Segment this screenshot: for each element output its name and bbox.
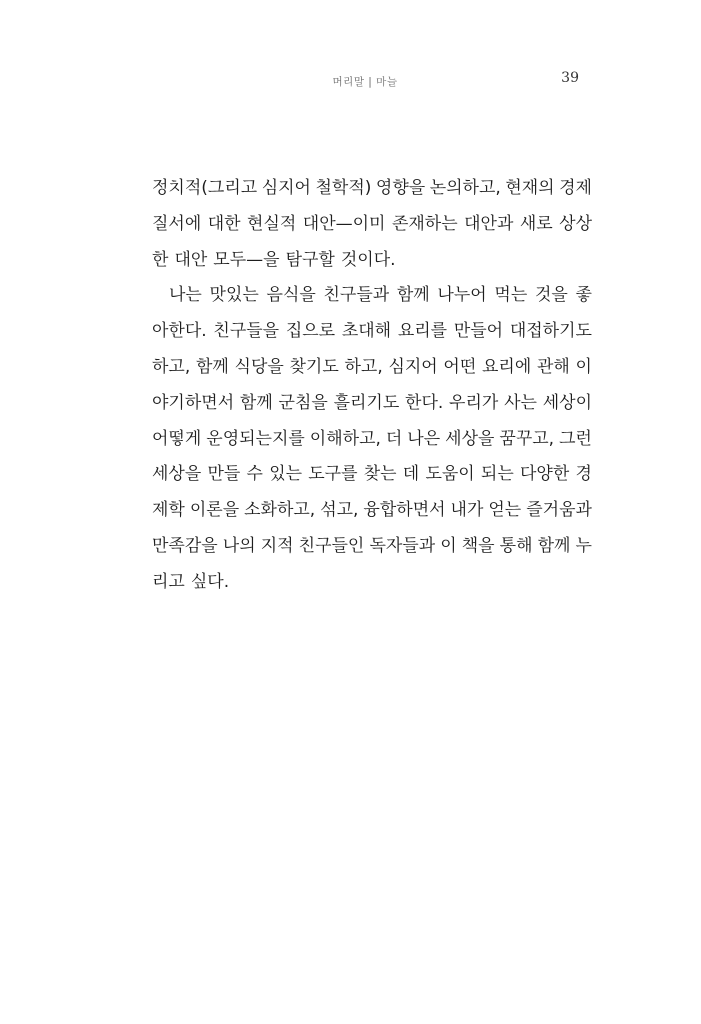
page-number: 39 bbox=[561, 70, 579, 86]
text-line: 아한다. 친구들을 집으로 초대해 요리를 만들어 대접하기도 bbox=[152, 321, 592, 342]
text-line: 한 대안 모두—을 탐구할 것이다. bbox=[152, 249, 396, 270]
text-line: 정치적(그리고 심지어 철학적) 영향을 논의하고, 현재의 경제 bbox=[152, 178, 592, 198]
text-line: 나는 맛있는 음식을 친구들과 함께 나누어 먹는 것을 좋 bbox=[169, 285, 592, 306]
text-line: 하고, 함께 식당을 찾기도 하고, 심지어 어떤 요리에 관해 이 bbox=[152, 356, 592, 377]
body-text bbox=[152, 171, 592, 601]
text-line: 세상을 만들 수 있는 도구를 찾는 데 도움이 되는 다양한 경 bbox=[152, 464, 592, 485]
text-line: 질서에 대한 현실적 대안—이미 존재하는 대안과 새로 상상 bbox=[152, 213, 592, 234]
text-line: 야기하면서 함께 군침을 흘리기도 한다. 우리가 사는 세상이 bbox=[152, 392, 592, 413]
text-line: 제학 이론을 소화하고, 섞고, 융합하면서 내가 얻는 즐거움과 bbox=[152, 500, 592, 521]
text-line: 어떻게 운영되는지를 이해하고, 더 나은 세상을 꿈꾸고, 그런 bbox=[152, 428, 592, 449]
text-line: 만족감을 나의 지적 친구들인 독자들과 이 책을 통해 함께 누 bbox=[152, 535, 592, 556]
running-head bbox=[0, 70, 701, 90]
text-line: 리고 싶다. bbox=[152, 571, 230, 592]
paragraph bbox=[152, 278, 592, 600]
running-title: 머리말 | 마늘 bbox=[332, 76, 398, 88]
paragraph bbox=[152, 171, 592, 278]
